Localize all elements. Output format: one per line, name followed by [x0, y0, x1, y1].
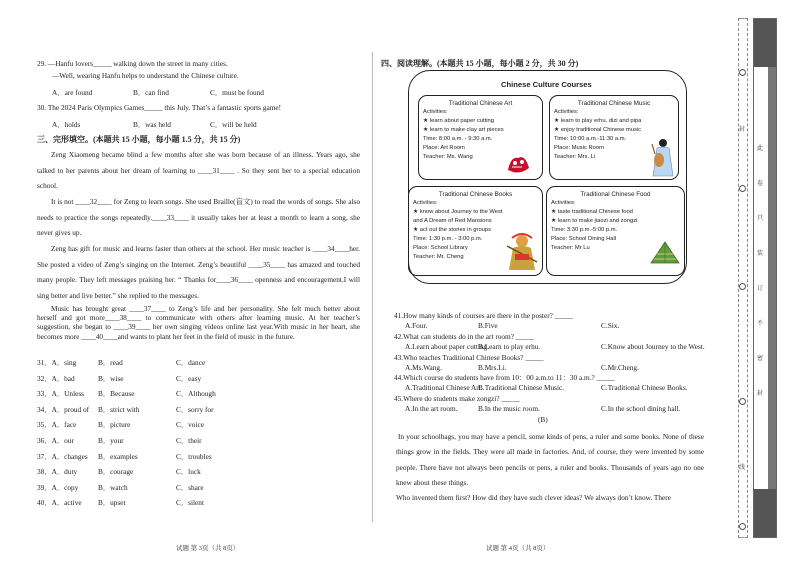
q30-option-a: A．holds [52, 120, 81, 129]
question-stem: 43.Who teaches Traditional Chinese Books? _____ [394, 352, 544, 362]
cloze-option: C．Although [176, 389, 216, 399]
question-option: B.Five [478, 321, 498, 330]
cloze-option: B．courage [98, 467, 134, 477]
question-stem: 45.Where do students make zongzi? _____ [394, 394, 520, 404]
cloze-option: C．dance [176, 358, 206, 367]
course-line: Place: School Library [413, 245, 468, 251]
question-stem: 41.How many kinds of courses are there in the poster? _____ [394, 311, 573, 320]
cloze-option: 35．A．face [37, 420, 77, 430]
cloze-option: B．your [98, 436, 124, 445]
course-line: ★ learn to play erhu, dizi and pipa [554, 118, 642, 124]
paper-cutting-image [503, 150, 533, 176]
passage-b-text-1: In your schoolbags, you may have a pencil, some kinds of pens, a ruler and some books. None of these things grow in the fields. They were all made in factories. And, of course, they were invented by some people. There have not always been pencils or pens, a ruler and books. Thousands of years ago no one knew about these things. [396, 432, 704, 487]
course-title: Traditional Chinese Books [438, 191, 513, 198]
course-line: Time: 3:30 p.m.-5:00 p.m. [551, 227, 618, 233]
course-title: Traditional Chinese Music [577, 100, 651, 107]
course-line: ★ act out the stories in groups [413, 227, 492, 233]
question-option: C.Mr.Cheng. [601, 362, 639, 372]
q30-option-c: C．will be held [210, 120, 257, 129]
course-line: Teacher: Ms. Wang [423, 154, 473, 160]
binding-char: 密 [757, 356, 764, 362]
course-line: Teacher: Mr. Cheng [413, 254, 464, 260]
binding-char: 装 [757, 251, 764, 257]
course-line: ★ learn about paper cutting [423, 118, 494, 124]
q30-option-b: B．was held [133, 120, 171, 129]
pipa-player-image [649, 136, 677, 178]
question-option: A.Four. [405, 321, 428, 330]
cloze-option: 33．A．Unless [37, 389, 85, 399]
binding-char: 不 [757, 321, 764, 327]
poster-title: Chinese Culture Courses [501, 80, 592, 89]
course-line: Activities: [413, 200, 438, 206]
question-option: B.Mrs.Li. [478, 362, 507, 372]
cloze-paragraph-2: It is not ____32____ for Zeng to learn songs. She used Braille(盲文) to read the words of songs. She also needs to practice the songs repeatedly.____33____ it usually takes her at least a month to learn a song, she never gives up. [37, 197, 360, 237]
question-option: A.Learn about paper cutting. [405, 341, 490, 351]
cloze-paragraph-4: Music has brought great ____37____ to Zeng’s life and her personality. She felt much better about herself and got more____38____ to communicate with others after learning music. At her teacher’s suggestion, she began to ____39____ her own singing videos online last year.With music in her heart, she becomes more ____40____and wants to plant her feet in the field of music in the future. [37, 304, 360, 341]
course-line: Teacher: Mrs. Li [554, 154, 596, 160]
question-option: C.In the school dining hall. [601, 404, 681, 414]
course-title: Traditional Chinese Art [448, 100, 513, 107]
binding-circle [739, 398, 746, 405]
question-option: C.Know about Journey to the West. [601, 341, 705, 351]
course-line: ★ taste traditional Chinese food [551, 209, 633, 215]
cloze-option: B．Because [98, 389, 135, 399]
course-line: Place: Art Room [423, 145, 465, 151]
binding-circle [739, 283, 746, 290]
cloze-option: C．silent [176, 498, 204, 508]
zongzi-image [648, 238, 682, 268]
cloze-option: B．strict with [98, 404, 140, 414]
course-line: Teacher: Mr Lu [551, 245, 590, 251]
cloze-option: B．wise [98, 373, 124, 383]
question-option: C.Six. [601, 321, 620, 330]
cloze-option: 40．A．active [37, 498, 82, 508]
right-footer: 试题 第 4页（共 8页） [486, 545, 550, 552]
monkey-king-image [505, 232, 539, 272]
cloze-option: B．examples [98, 451, 138, 461]
course-line: Time: 8:00 a.m. - 9:30 a.m. [423, 136, 493, 142]
part-b-label: (B) [538, 415, 548, 424]
binding-circle [739, 185, 746, 192]
binding-circle [739, 69, 746, 76]
course-line: ★ learn to make clay art pieces [423, 127, 504, 133]
course-line: Time: 1:30 p.m. - 3:00 p.m. [413, 236, 483, 242]
question-option: C.Traditional Chinese Books. [601, 383, 688, 393]
course-line: Activities: [423, 109, 448, 115]
course-line: ★ enjoy traditional Chinese music [554, 127, 642, 133]
cloze-option: 37．A．changes [37, 451, 88, 461]
q29-option-a: A．are found [52, 88, 93, 97]
cloze-option: C．troubles [176, 451, 212, 461]
question-option: B.Traditional Chinese Music. [478, 383, 565, 393]
binding-bar [753, 18, 777, 538]
cloze-option: B．picture [98, 420, 131, 430]
cloze-option: C．luck [176, 467, 201, 477]
question-option: A.Ms.Wang. [405, 362, 442, 372]
question-option: B.Learn to play erhu. [478, 341, 541, 351]
section4-heading: 四、阅读理解。(本题共 15 小题，每小题 2 分，共 30 分) [381, 59, 579, 68]
cloze-option: 32．A．bad [37, 373, 75, 383]
course-line: Place: Music Room [554, 145, 604, 151]
cloze-paragraph-3: Zeng has gift for music and learns faster than others at the school. Her music teacher is ____34____her. She posted a video of Zeng’s singing on the Internet. Zeng’s beautiful ____35____ has amazed and touched many people. They left messages praising her. “ Thanks for____36____ openness and encouragement.I will sing better and live better.” she replied to the messages. [37, 244, 360, 300]
course-line: ★ learn to make jiaozi and zongzi [551, 218, 638, 224]
q30-line1: 30. The 2024 Paris Olympics Games_____ this July. That’s a fantastic sports game! [37, 103, 282, 112]
cloze-option: 31．A．sing [37, 358, 77, 367]
cloze-option: C．voice [176, 420, 204, 430]
course-line: Time: 10:00 a.m.-11:30 a.m. [554, 136, 627, 142]
course-line: ★ know about Journey to the West [413, 209, 503, 215]
binding-char: 封 [757, 391, 764, 397]
q29-line1: 29. —Hanfu lovers_____ walking down the street in many cities. [37, 59, 228, 68]
question-option: A.Traditional Chinese Art. [405, 383, 483, 393]
cloze-option: B．upset [98, 498, 126, 508]
binding-block-top [754, 19, 776, 67]
binding-circle [739, 523, 746, 530]
cloze-option: C．their [176, 436, 202, 445]
cloze-paragraph-1: Zeng Xiaomeng became blind a few months after she was born because of an illness. Years ago, she talked to her parents about her dream of learning to ____31____ . So they sent her to a special education school. [37, 150, 360, 190]
cloze-option: C．easy [176, 373, 202, 383]
question-stem: 44.Which course do students have from 10：00 a.m.to 11：30 a.m.? _____ [394, 373, 615, 383]
binding-block-bottom [754, 489, 776, 537]
course-line: Activities: [551, 200, 576, 206]
binding-char: 只 [757, 216, 764, 222]
cloze-option: C．sorry for [176, 404, 214, 414]
binding-char: 订 [757, 286, 764, 292]
cloze-option: B．watch [98, 482, 128, 492]
passage-b-paragraph-1 [396, 429, 704, 490]
binding-mark: 封 [739, 127, 746, 133]
binding-dashed-line [738, 18, 748, 538]
question-option: A.In the art room. [405, 404, 458, 414]
course-title: Traditional Chinese Food [580, 191, 651, 198]
section3-heading: 三、完形填空。(本题共 15 小题，每小题 1.5 分，共 15 分) [37, 135, 241, 144]
binding-gray-band [768, 67, 776, 537]
q29-option-b: B．can find [133, 88, 169, 97]
binding-char: 卷 [757, 181, 764, 187]
cloze-option: 39．A．copy [37, 482, 79, 492]
binding-char: 此 [757, 146, 764, 152]
course-line: Activities: [554, 109, 579, 115]
cloze-option: C．share [176, 482, 204, 492]
q29-option-c: C．must be found [210, 88, 264, 97]
course-line: and A Dream of Red Mansions [413, 218, 492, 224]
binding-mark: 线 [739, 465, 746, 471]
cloze-option: B．read [98, 358, 123, 367]
q29-line2: —Well, wearing Hanfu helps to understand the Chinese culture. [52, 71, 239, 80]
question-stem: 42.What can students do in the art room? _____ [394, 331, 535, 341]
cloze-option: 36．A．our [37, 436, 74, 445]
cloze-option: 34．A．proud of [37, 404, 90, 414]
passage-b-paragraph-2: Who invented them first? How did they have such clever ideas? We always don’t know. There [396, 493, 671, 502]
question-option: B.In the music room. [478, 404, 540, 414]
cloze-option: 38．A．duty [37, 467, 78, 477]
column-divider [372, 52, 373, 522]
left-footer: 试题 第 3页（共 8页） [176, 545, 240, 552]
course-line: Place: School Dining Hall [551, 236, 617, 242]
